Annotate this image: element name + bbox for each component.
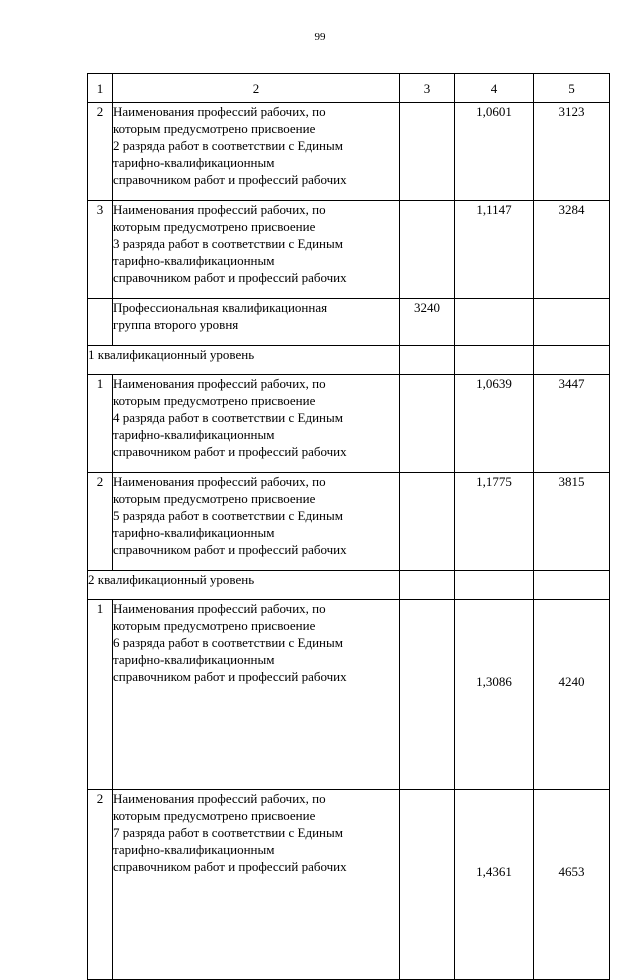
name-line: тарифно-квалификационным — [113, 652, 275, 667]
coefficient-cell: 1,1147 — [455, 201, 534, 299]
profession-name — [113, 103, 400, 201]
name-line: которым предусмотрено присвоение — [113, 808, 316, 823]
name-line: Наименования профессий рабочих, по — [113, 791, 326, 806]
empty-cell — [400, 571, 455, 600]
name-line: тарифно-квалификационным — [113, 253, 275, 268]
empty-cell — [455, 346, 534, 375]
base-salary-cell — [400, 103, 455, 201]
empty-cell — [534, 346, 610, 375]
name-line: которым предусмотрено присвоение — [113, 618, 316, 633]
row-number: 1 — [88, 600, 113, 790]
table-row-group — [88, 299, 610, 346]
coefficient-cell: 1,4361 — [455, 790, 534, 980]
table-row — [88, 103, 610, 201]
empty-cell — [534, 571, 610, 600]
qualification-level-label: 1 квалификационный уровень — [88, 346, 400, 375]
base-salary-cell: 3240 — [400, 299, 455, 346]
name-line: которым предусмотрено присвоение — [113, 393, 316, 408]
table-row — [88, 600, 610, 790]
rate-cell: 3123 — [534, 103, 610, 201]
name-line: справочником работ и профессий рабочих — [113, 444, 347, 459]
name-line: 4 разряда работ в соответствии с Единым — [113, 410, 343, 425]
name-line: которым предусмотрено присвоение — [113, 491, 316, 506]
rate-cell — [534, 299, 610, 346]
qualification-level-label: 2 квалификационный уровень — [88, 571, 400, 600]
row-number — [88, 299, 113, 346]
profession-name — [113, 600, 400, 790]
profession-name — [113, 790, 400, 980]
row-number: 3 — [88, 201, 113, 299]
coefficient-cell: 1,0601 — [455, 103, 534, 201]
name-line: которым предусмотрено присвоение — [113, 121, 316, 136]
name-line: Наименования профессий рабочих, по — [113, 601, 326, 616]
table-row — [88, 790, 610, 980]
rate-cell: 3284 — [534, 201, 610, 299]
name-line: тарифно-квалификационным — [113, 842, 275, 857]
coefficient-cell: 1,1775 — [455, 473, 534, 571]
row-number: 2 — [88, 790, 113, 980]
salary-table — [87, 73, 610, 980]
name-line: которым предусмотрено присвоение — [113, 219, 316, 234]
empty-cell — [455, 571, 534, 600]
table-header-row — [88, 74, 610, 103]
name-line: справочником работ и профессий рабочих — [113, 859, 347, 874]
table-row — [88, 201, 610, 299]
name-line: тарифно-квалификационным — [113, 525, 275, 540]
page-number: 99 — [314, 31, 326, 43]
name-line: 5 разряда работ в соответствии с Единым — [113, 508, 343, 523]
base-salary-cell — [400, 473, 455, 571]
table-row-level — [88, 346, 610, 375]
name-line: тарифно-квалификационным — [113, 155, 275, 170]
name-line: Наименования профессий рабочих, по — [113, 104, 326, 119]
table-row — [88, 473, 610, 571]
name-line: группа второго уровня — [113, 317, 239, 332]
row-number: 2 — [88, 103, 113, 201]
name-line: тарифно-квалификационным — [113, 427, 275, 442]
empty-cell — [400, 346, 455, 375]
base-salary-cell — [400, 375, 455, 473]
name-line: Профессиональная квалификационная — [113, 300, 328, 315]
base-salary-cell — [400, 201, 455, 299]
header-cell-2: 2 — [113, 74, 400, 103]
base-salary-cell — [400, 790, 455, 980]
coefficient-cell — [455, 299, 534, 346]
row-number: 2 — [88, 473, 113, 571]
rate-cell: 4653 — [534, 790, 610, 980]
rate-cell: 4240 — [534, 600, 610, 790]
name-line: 3 разряда работ в соответствии с Единым — [113, 236, 343, 251]
name-line: 7 разряда работ в соответствии с Единым — [113, 825, 343, 840]
coefficient-cell: 1,3086 — [455, 600, 534, 790]
name-line: справочником работ и профессий рабочих — [113, 172, 347, 187]
header-cell-4: 4 — [455, 74, 534, 103]
row-number: 1 — [88, 375, 113, 473]
header-cell-5: 5 — [534, 74, 610, 103]
header-cell-1: 1 — [88, 74, 113, 103]
rate-cell: 3815 — [534, 473, 610, 571]
table-row-level — [88, 571, 610, 600]
table-row — [88, 375, 610, 473]
name-line: 6 разряда работ в соответствии с Единым — [113, 635, 343, 650]
name-line: справочником работ и профессий рабочих — [113, 669, 347, 684]
header-cell-3: 3 — [400, 74, 455, 103]
name-line: справочником работ и профессий рабочих — [113, 542, 347, 557]
profession-name — [113, 201, 400, 299]
name-line: Наименования профессий рабочих, по — [113, 474, 326, 489]
coefficient-cell: 1,0639 — [455, 375, 534, 473]
name-line: Наименования профессий рабочих, по — [113, 202, 326, 217]
base-salary-cell — [400, 600, 455, 790]
name-line: справочником работ и профессий рабочих — [113, 270, 347, 285]
group-name — [113, 299, 400, 346]
profession-name — [113, 473, 400, 571]
name-line: Наименования профессий рабочих, по — [113, 376, 326, 391]
rate-cell: 3447 — [534, 375, 610, 473]
name-line: 2 разряда работ в соответствии с Единым — [113, 138, 343, 153]
profession-name — [113, 375, 400, 473]
